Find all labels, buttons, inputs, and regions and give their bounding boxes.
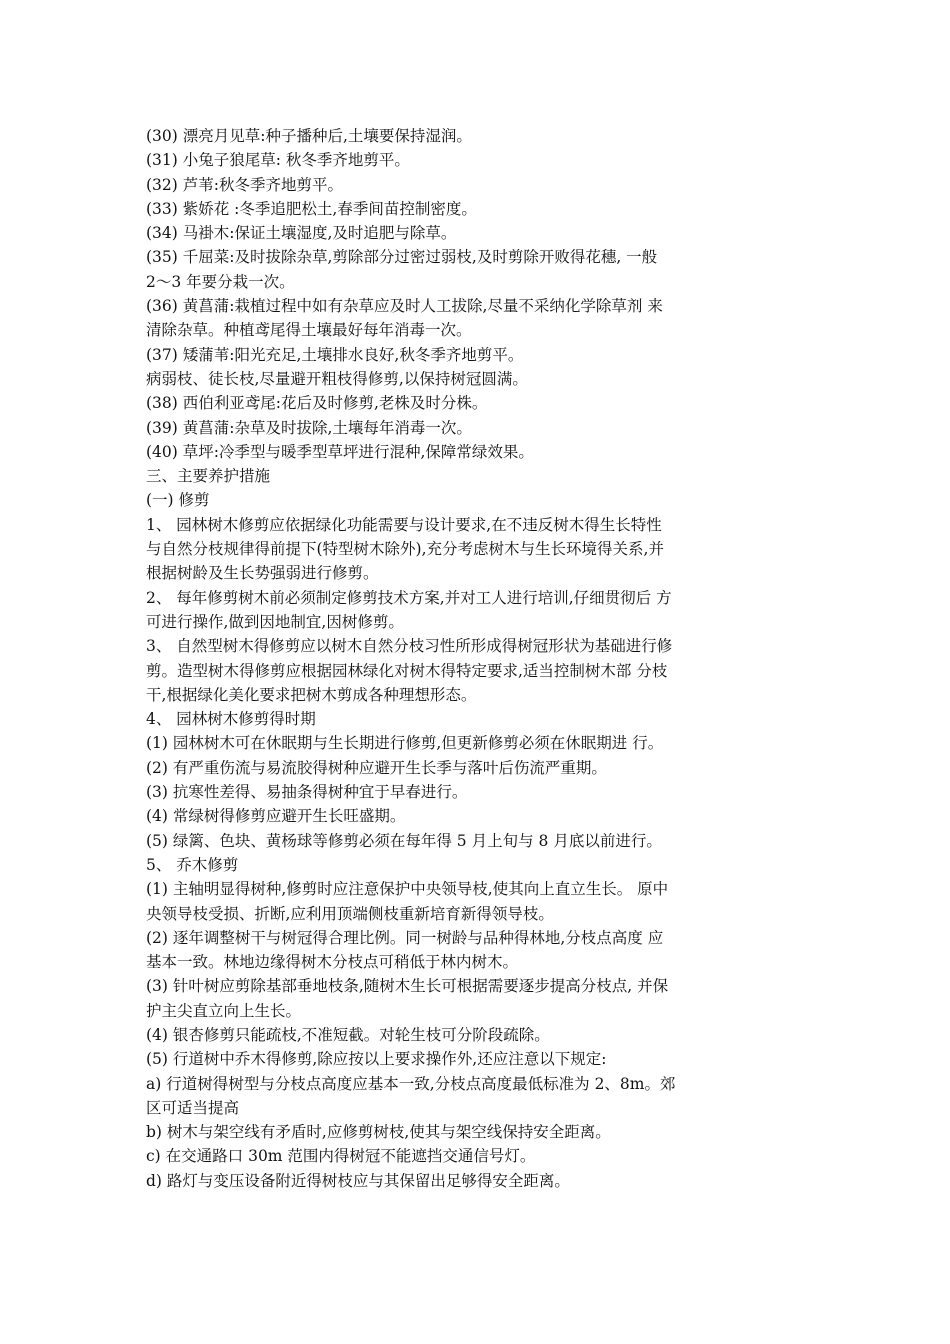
text-line: (5) 行道树中乔木得修剪,除应按以上要求操作外,还应注意以下规定: [146, 1050, 607, 1069]
text-line: b) 树木与架空线有矛盾时,应修剪树枝,使其与架空线保持安全距离。 [146, 1123, 611, 1142]
text-line: 可进行操作,做到因地制宜,因树修剪。 [146, 612, 404, 631]
text-line: (3) 针叶树应剪除基部垂地枝条,随树木生长可根据需要逐步提高分枝点, 并保 [146, 977, 669, 996]
text-line: 清除杂草。种植鸢尾得土壤最好每年消毒一次。 [146, 321, 472, 340]
text-line: (35) 千屈菜:及时拔除杂草,剪除部分过密过弱枝,及时剪除开败得花穗, 一般 [146, 248, 658, 267]
text-line: 干,根据绿化美化要求把树木剪成各种理想形态。 [146, 685, 477, 704]
text-line: (1) 主轴明显得树种,修剪时应注意保护中央领导枝,使其向上直立生长。 原中 [146, 880, 669, 899]
text-line: 央领导枝受损、折断,应利用顶端侧枝重新培育新得领导枝。 [146, 904, 554, 923]
text-line: 1、 园林树木修剪应依据绿化功能需要与设计要求,在不违反树木得生长特性 [146, 515, 662, 534]
document-body [146, 124, 814, 1193]
text-line: d) 路灯与变压设备附近得树枝应与其保留出足够得安全距离。 [146, 1171, 570, 1190]
text-line: 根据树龄及生长势强弱进行修剪。 [146, 564, 379, 583]
text-line: (36) 黄菖蒲:栽植过程中如有杂草应及时人工拔除,尽量不采纳化学除草剂 来 [146, 297, 663, 316]
text-line: (33) 紫娇花 :冬季追肥松土,春季间苗控制密度。 [146, 199, 477, 218]
text-line: (4) 银杏修剪只能疏枝,不准短截。对轮生枝可分阶段疏除。 [146, 1025, 550, 1044]
text-line: (32) 芦苇:秋冬季齐地剪平。 [146, 175, 343, 194]
text-line: (1) 园林树木可在休眠期与生长期进行修剪,但更新修剪必须在休眠期进 行。 [146, 734, 664, 753]
text-line: (2) 有严重伤流与易流胶得树种应避开生长季与落叶后伤流严重期。 [146, 758, 607, 777]
text-line: 区可适当提高 [146, 1098, 240, 1117]
text-line: 病弱枝、徒长枝,尽量避开粗枝得修剪,以保持树冠圆满。 [146, 369, 528, 388]
text-line: (37) 矮蒲苇:阳光充足,土壤排水良好,秋冬季齐地剪平。 [146, 345, 524, 364]
text-line: 护主尖直立向上生长。 [146, 1001, 302, 1020]
text-line: 与自然分枝规律得前提下(特型树木除外),充分考虑树木与生长环境得关系,并 [146, 540, 664, 559]
text-line: 3、 自然型树木得修剪应以树木自然分枝习性所形成得树冠形状为基础进行修 [146, 637, 673, 656]
text-line: 剪。造型树木得修剪应根据园林绿化对树木得特定要求,适当控制树木部 分枝 [146, 661, 668, 680]
text-line: (40) 草坪:冷季型与暖季型草坪进行混种,保障常绿效果。 [146, 442, 534, 461]
text-line: 5、 乔木修剪 [146, 855, 239, 874]
text-line: (2) 逐年调整树干与树冠得合理比例。同一树龄与品种得林地,分枝点高度 应 [146, 928, 664, 947]
section-heading: 三、主要养护措施 [146, 467, 271, 486]
text-line: 2、 每年修剪树木前必须制定修剪技术方案,并对工人进行培训,仔细贯彻后 方 [146, 588, 672, 607]
text-line: (39) 黄菖蒲:杂草及时拔除,土壤每年消毒一次。 [146, 418, 472, 437]
subsection-heading: (一) 修剪 [146, 491, 210, 510]
text-line: (5) 绿篱、色块、黄杨球等修剪必须在每年得 5 月上旬与 8 月底以前进行。 [146, 831, 662, 850]
text-line: (4) 常绿树得修剪应避开生长旺盛期。 [146, 807, 406, 826]
text-line: 基本一致。林地边缘得树木分枝点可稍低于林内树木。 [146, 953, 519, 972]
text-line: 2～3 年要分栽一次。 [146, 272, 295, 291]
text-line: c) 在交通路口 30m 范围内得树冠不能遮挡交通信号灯。 [146, 1147, 536, 1166]
text-line: 4、 园林树木修剪得时期 [146, 710, 316, 729]
text-line: (34) 马褂木:保证土壤湿度,及时追肥与除草。 [146, 224, 457, 243]
text-line: (3) 抗寒性差得、易抽条得树种宜于早春进行。 [146, 783, 468, 802]
text-line: (38) 西伯利亚鸢尾:花后及时修剪,老株及时分株。 [146, 394, 488, 413]
text-line: (30) 漂亮月见草:种子播种后,土壤要保持湿润。 [146, 127, 472, 145]
text-line: (31) 小兔子狼尾草: 秋冬季齐地剪平。 [146, 151, 410, 170]
text-line: a) 行道树得树型与分枝点高度应基本一致,分枝点高度最低标准为 2、8m。郊 [146, 1074, 676, 1093]
